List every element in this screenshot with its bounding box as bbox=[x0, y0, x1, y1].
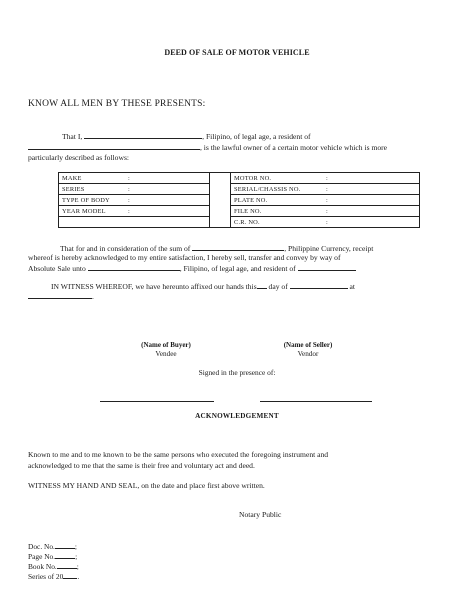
vehicle-table-row bbox=[59, 206, 420, 217]
seller-signature-block bbox=[260, 341, 356, 359]
day-blank[interactable] bbox=[257, 281, 267, 289]
vehicle-field-value[interactable]: : bbox=[323, 195, 420, 206]
vehicle-field-label: PLATE NO. bbox=[231, 195, 324, 206]
vehicle-field-value[interactable] bbox=[125, 217, 210, 228]
presence-text: Signed in the presence of: bbox=[198, 368, 276, 377]
vehicle-field-value[interactable]: : bbox=[323, 173, 420, 184]
vehicle-description-table bbox=[58, 172, 420, 228]
witness-2-signature-line[interactable] bbox=[260, 401, 372, 402]
consideration-line-1: That for and in consideration of the sum of , Philippine Currency, receipt bbox=[60, 244, 374, 253]
buyer-name-label: (Name of Buyer) bbox=[141, 341, 191, 349]
document-title: DEED OF SALE OF MOTOR VEHICLE bbox=[164, 48, 310, 57]
doc-no-line: Doc. No. ; bbox=[28, 542, 77, 551]
witness-1-signature-line[interactable] bbox=[100, 401, 214, 402]
opening-heading: KNOW ALL MEN BY THESE PRESENTS: bbox=[28, 99, 206, 109]
vehicle-table-row bbox=[59, 173, 420, 184]
sum-blank[interactable] bbox=[192, 243, 284, 251]
vehicle-field-value[interactable]: : bbox=[125, 184, 210, 195]
vehicle-field-value[interactable]: : bbox=[125, 206, 210, 217]
vehicle-field-label: YEAR MODEL bbox=[59, 206, 126, 217]
owner-residence-blank[interactable] bbox=[28, 142, 200, 150]
vehicle-field-value[interactable]: : bbox=[323, 206, 420, 217]
table-gap bbox=[210, 206, 231, 217]
vehicle-table-row bbox=[59, 184, 420, 195]
vehicle-field-label: FILE NO. bbox=[231, 206, 324, 217]
buyer-role-label: Vendee bbox=[155, 350, 177, 358]
doc-no-blank[interactable] bbox=[55, 541, 75, 549]
acknowledgement-line-2: acknowledged to me that the same is their free and voluntary act and deed. bbox=[28, 461, 255, 470]
book-no-blank[interactable] bbox=[57, 561, 77, 569]
vehicle-field-label: SERIES bbox=[59, 184, 126, 195]
vehicle-field-label: MAKE bbox=[59, 173, 126, 184]
series-year-blank[interactable] bbox=[63, 571, 77, 579]
book-no-line: Book No. ; bbox=[28, 562, 79, 571]
seller-name-label: (Name of Seller) bbox=[283, 341, 333, 349]
vehicle-table-row bbox=[59, 217, 420, 228]
buyer-signature-block bbox=[118, 341, 214, 359]
consideration-line-3: Absolute Sale unto , Filipino, of legal age, and resident of bbox=[28, 263, 448, 274]
buyer-name-blank[interactable] bbox=[88, 263, 180, 271]
vehicle-field-value[interactable]: : bbox=[323, 217, 420, 228]
seal-line: WITNESS MY HAND AND SEAL, on the date and place first above written. bbox=[28, 481, 265, 490]
vehicle-field-label: TYPE OF BODY bbox=[59, 195, 126, 206]
seller-role-label: Vendor bbox=[297, 350, 319, 358]
vehicle-field-label: MOTOR NO. bbox=[231, 173, 324, 184]
vehicle-field-label bbox=[59, 217, 126, 228]
notary-public-label: Notary Public bbox=[239, 510, 282, 519]
vehicle-field-value[interactable]: : bbox=[323, 184, 420, 195]
witness-line-2: . bbox=[28, 291, 448, 302]
witness-line-1: IN WITNESS WHEREOF, we have hereunto affixed our hands this day of at bbox=[51, 282, 356, 291]
acknowledgement-line-1: Known to me and to me known to be the same persons who executed the foregoing instrument and bbox=[28, 450, 329, 459]
vehicle-field-value[interactable]: : bbox=[125, 195, 210, 206]
vehicle-table-row bbox=[59, 195, 420, 206]
place-blank[interactable] bbox=[28, 291, 92, 299]
acknowledgement-title: ACKNOWLEDGEMENT bbox=[195, 412, 279, 420]
consideration-line-2: whereof is hereby acknowledged to my entire satisfaction, I hereby sell, transfer and convey by way of bbox=[28, 253, 341, 262]
vehicle-field-label: SERIAL/CHASSIS NO. bbox=[231, 184, 324, 195]
table-gap bbox=[210, 217, 231, 228]
table-gap bbox=[210, 195, 231, 206]
buyer-residence-blank[interactable] bbox=[298, 263, 356, 271]
vehicle-field-label: C.R. NO. bbox=[231, 217, 324, 228]
intro-line-2: , is the lawful owner of a certain motor vehicle which is more bbox=[28, 142, 448, 153]
series-line: Series of 20 . bbox=[28, 572, 80, 581]
intro-line-1: That I, , Filipino, of legal age, a resident of bbox=[62, 132, 311, 141]
table-gap bbox=[210, 184, 231, 195]
table-gap bbox=[210, 173, 231, 184]
owner-name-blank[interactable] bbox=[84, 131, 202, 139]
page-no-line: Page No. ; bbox=[28, 552, 78, 561]
month-year-blank[interactable] bbox=[290, 281, 348, 289]
intro-line-3: particularly described as follows: bbox=[28, 153, 130, 162]
page-no-blank[interactable] bbox=[55, 551, 75, 559]
vehicle-field-value[interactable]: : bbox=[125, 173, 210, 184]
